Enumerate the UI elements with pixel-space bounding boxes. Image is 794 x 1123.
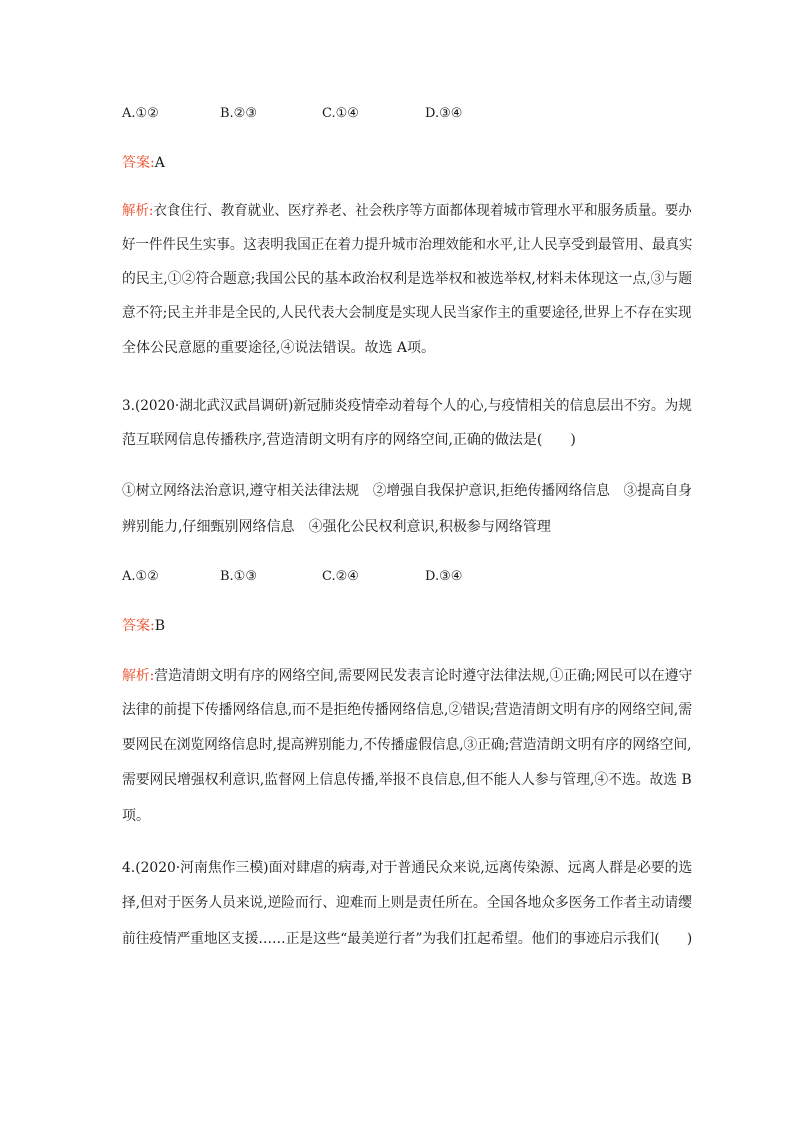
q4-stem-line-1: 4.(2020·河南焦作三模)面对肆虐的病毒,对于普通民众来说,远离传染源、远离人群是必要的选: [122, 860, 693, 876]
q2-option-b: B.②③: [220, 106, 257, 121]
q3-choice-line-1: ①树立网络法治意识,遵守相关法律法规 ②增强自我保护意识,拒绝传播网络信息 ③提高自身: [122, 483, 692, 499]
q2-analysis-line-1: [122, 201, 692, 221]
q2-answer-value: A: [154, 155, 165, 171]
q3-option-b: B.①③: [220, 569, 257, 584]
q2-analysis-line-5: 全体公民意愿的重要途径,④说法错误。故选 A项。: [122, 340, 436, 356]
q2-answer-label: 答案:: [122, 155, 155, 171]
q2-option-a: A.①②: [122, 106, 159, 121]
q3-option-a: A.①②: [122, 569, 159, 584]
q2-option-c: C.①④: [322, 106, 359, 121]
q3-answer: [122, 616, 692, 636]
q2-analysis-text-1: 衣食住行、教育就业、医疗养老、社会秩序等方面都体现着城市管理水平和服务质量。要办: [153, 203, 692, 219]
q3-analysis-line-2: 法律的前提下传播网络信息,而不是拒绝传播网络信息,②错误;营造清朗文明有序的网络空间,需: [122, 702, 693, 718]
q3-choice-line-2: 辨别能力,仔细甄别网络信息 ④强化公民权利意识,积极参与网络管理: [122, 519, 551, 535]
q3-answer-value: B: [154, 618, 166, 634]
q2-analysis-label: 解析:: [122, 203, 154, 219]
q3-stem-line-1: 3.(2020·湖北武汉武昌调研)新冠肺炎疫情牵动着每个人的心,与疫情相关的信息层出不穷。为规: [122, 398, 692, 414]
q4-stem-line-3: 前往疫情严重地区支援……正是这些“最美逆行者”为我们扛起希望。他们的事迹启示我们( ): [122, 931, 693, 947]
q3-analysis-line-3: 要网民在浏览网络信息时,提高辨别能力,不传播虚假信息,③正确;营造清朗文明有序的网络空间,: [122, 737, 692, 753]
q2-analysis-line-3: 的民主,①②符合题意;我国公民的基本政治权利是选举权和被选举权,材料未体现这一点,③与题: [122, 271, 693, 287]
q3-stem-line-2: 范互联网信息传播秩序,营造清朗文明有序的网络空间,正确的做法是( ): [122, 432, 576, 448]
q3-option-c: C.②④: [322, 569, 359, 584]
q3-analysis-line-4: 需要网民增强权利意识,监督网上信息传播,举报不良信息,但不能人人参与管理,④不选。故选 B: [122, 772, 692, 788]
q2-analysis-line-4: 意不符;民主并非是全民的,人民代表大会制度是实现人民当家作主的重要途径,世界上不存在实现: [122, 305, 692, 321]
q2-option-d: D.③④: [425, 106, 463, 121]
q3-analysis-line-5: 项。: [122, 808, 150, 824]
q2-analysis-line-2: 好一件件民生实事。这表明我国正在着力提升城市治理效能和水平,让人民享受到最管用、最真实: [122, 237, 693, 253]
q4-stem-line-2: 择,但对于医务人员来说,逆险而行、迎难而上则是责任所在。全国各地众多医务工作者主动请缨: [122, 895, 692, 911]
q2-answer: [122, 153, 692, 173]
q3-analysis-text-1: 营造清朗文明有序的网络空间,需要网民发表言论时遵守法律法规,①正确;网民可以在遵守: [154, 668, 693, 684]
q3-answer-label: 答案:: [122, 618, 155, 634]
q3-analysis-line-1: [122, 666, 693, 686]
q3-option-d: D.③④: [425, 569, 463, 584]
q3-analysis-label: 解析:: [122, 668, 155, 684]
